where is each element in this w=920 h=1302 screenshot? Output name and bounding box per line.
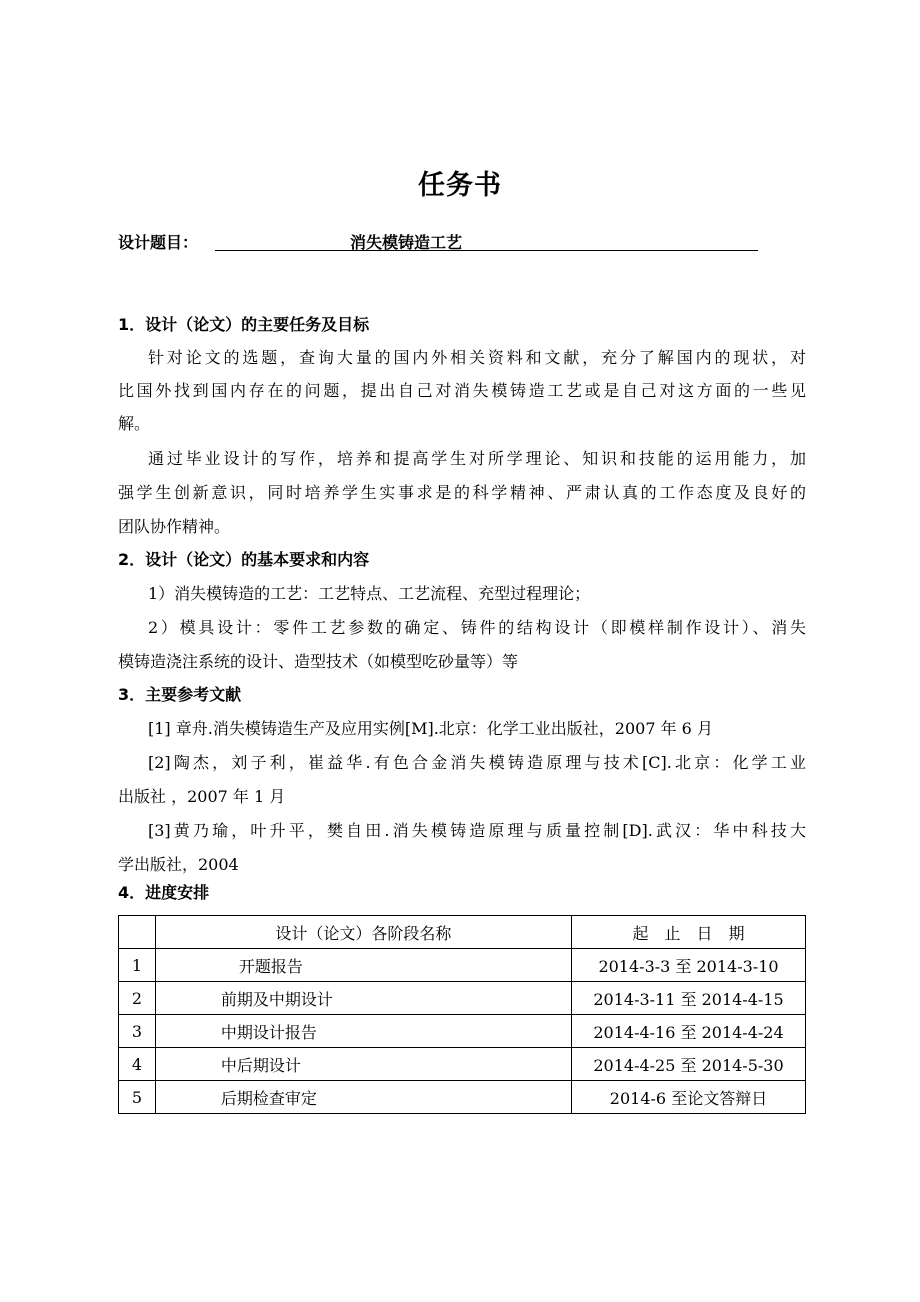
row-stage: 前期及中期设计 xyxy=(155,982,571,1015)
reference-3-line2: 学出版社，2004 xyxy=(118,855,239,874)
table-header-dates: 起 止 日 期 xyxy=(572,916,806,949)
row-dates: 2014-3-3 至 2014-3-10 xyxy=(572,949,806,982)
schedule-table xyxy=(118,915,806,1114)
section1-para2-line1: 通过毕业设计的写作，培养和提高学生对所学理论、知识和技能的运用能力，加 xyxy=(148,449,806,468)
row-number: 3 xyxy=(119,1015,156,1048)
table-header-stage: 设计（论文）各阶段名称 xyxy=(155,916,571,949)
table-row xyxy=(119,1048,806,1081)
table-header-row xyxy=(119,916,806,949)
row-number: 4 xyxy=(119,1048,156,1081)
row-dates: 2014-6 至论文答辩日 xyxy=(572,1081,806,1114)
section1-para1-line3: 解。 xyxy=(118,414,151,433)
row-number: 2 xyxy=(119,982,156,1015)
row-number: 5 xyxy=(119,1081,156,1114)
table-row xyxy=(119,949,806,982)
section4-heading: 4．进度安排 xyxy=(118,883,210,902)
page-title: 任务书 xyxy=(418,170,502,201)
section2-item2-line2: 模铸造浇注系统的设计、造型技术（如模型吃砂量等）等 xyxy=(118,652,519,671)
row-stage: 后期检查审定 xyxy=(155,1081,571,1114)
row-stage: 中后期设计 xyxy=(155,1048,571,1081)
design-topic-label: 设计题目： xyxy=(118,233,199,252)
reference-2-line2: 出版社 ，2007 年 1 月 xyxy=(118,787,286,806)
row-stage: 开题报告 xyxy=(155,949,571,982)
design-topic-underline xyxy=(215,250,758,251)
table-row xyxy=(119,982,806,1015)
reference-1: [1] 章舟.消失模铸造生产及应用实例[M].北京：化学工业出版社，2007 年 6 月 xyxy=(148,719,713,738)
table-row xyxy=(119,1015,806,1048)
section1-para1-line1: 针对论文的选题，查询大量的国内外相关资料和文献，充分了解国内的现状，对 xyxy=(148,348,806,367)
design-topic-row xyxy=(118,230,763,256)
section1-para2-line2: 强学生创新意识，同时培养学生实事求是的科学精神、严肃认真的工作态度及良好的 xyxy=(118,483,806,502)
section3-heading: 3．主要参考文献 xyxy=(118,685,242,704)
section2-item2-line1: 2）模具设计：零件工艺参数的确定、铸件的结构设计（即模样制作设计）、消失 xyxy=(148,618,806,637)
section1-para1-line2: 比国外找到国内存在的问题，提出自己对消失模铸造工艺或是自己对这方面的一些见 xyxy=(118,381,806,400)
section1-heading: 1．设计（论文）的主要任务及目标 xyxy=(118,315,370,334)
section1-para2-line3: 团队协作精神。 xyxy=(118,517,231,536)
row-dates: 2014-4-25 至 2014-5-30 xyxy=(572,1048,806,1081)
table-header-no xyxy=(119,916,156,949)
row-number: 1 xyxy=(119,949,156,982)
reference-3-line1: [3]黄乃瑜，叶升平，樊自田.消失模铸造原理与质量控制[D].武汉：华中科技大 xyxy=(148,821,806,840)
reference-2-line1: [2]陶杰，刘子利，崔益华.有色合金消失模铸造原理与技术[C].北京：化学工业 xyxy=(148,753,806,772)
row-dates: 2014-4-16 至 2014-4-24 xyxy=(572,1015,806,1048)
row-dates: 2014-3-11 至 2014-4-15 xyxy=(572,982,806,1015)
table-row xyxy=(119,1081,806,1114)
section2-item1: 1）消失模铸造的工艺：工艺特点、工艺流程、充型过程理论； xyxy=(148,584,591,603)
design-topic-value: 消失模铸造工艺 xyxy=(350,233,463,252)
row-stage: 中期设计报告 xyxy=(155,1015,571,1048)
section2-heading: 2．设计（论文）的基本要求和内容 xyxy=(118,550,370,569)
